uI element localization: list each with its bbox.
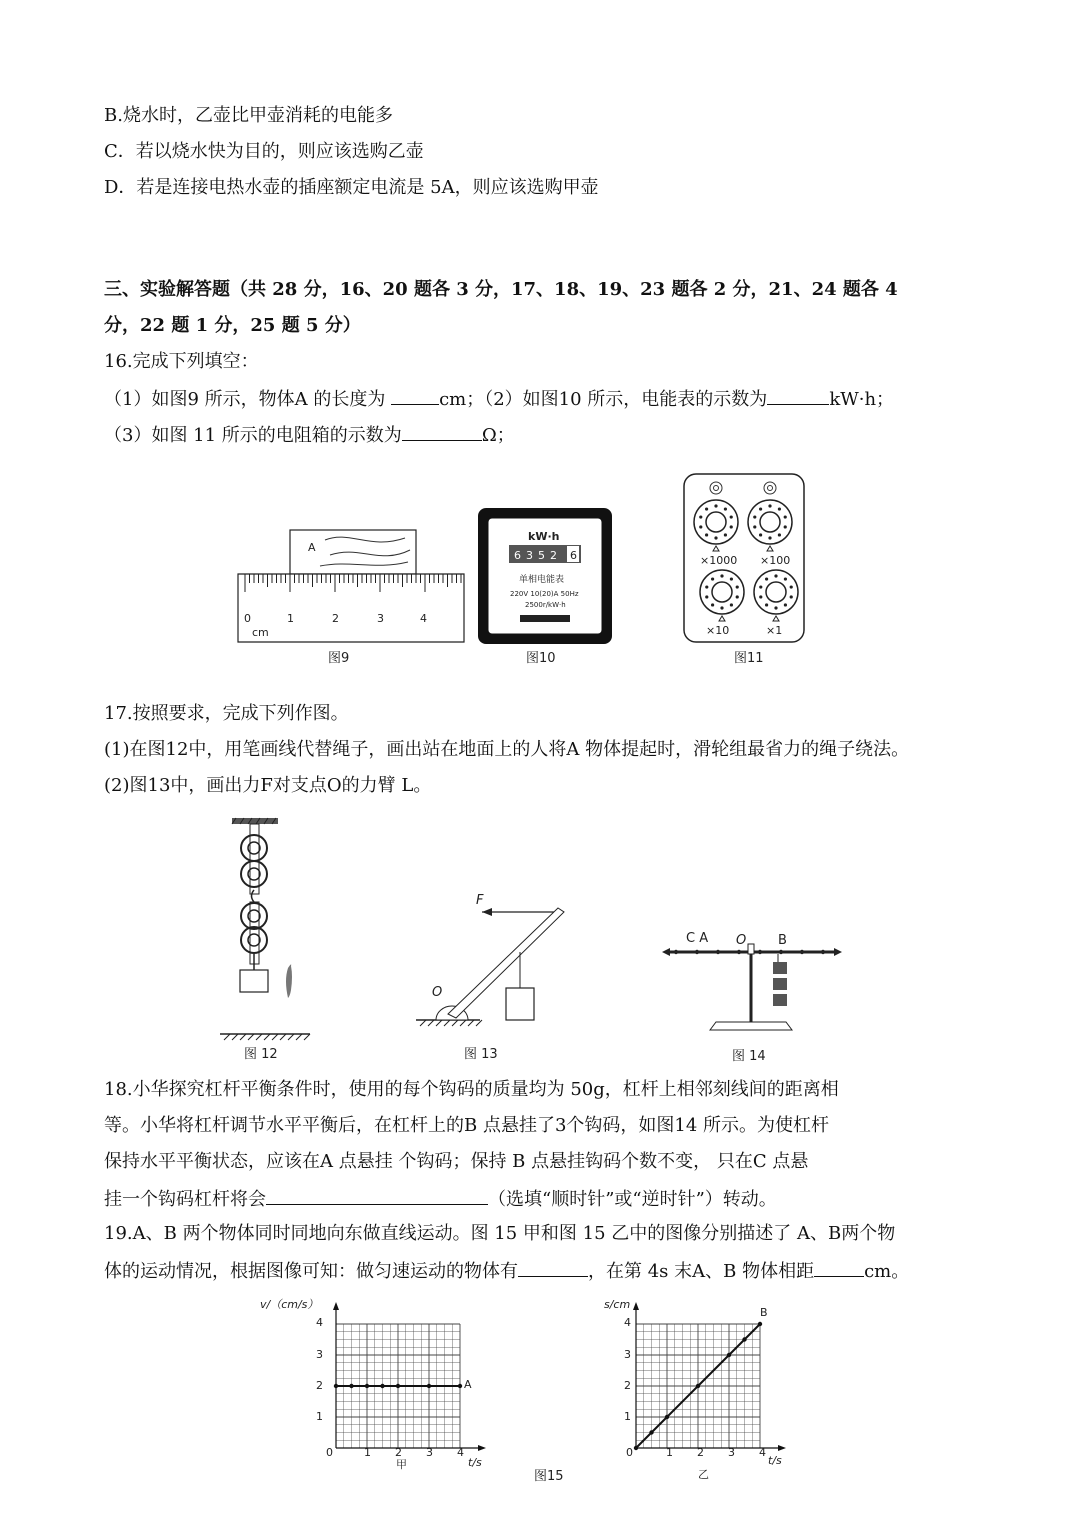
q18-line2: 等。小华将杠杆调节水平平衡后，在杠杆上的B 点悬挂了3个钩码，如图14 所示。为使杠杆 <box>104 1115 830 1136</box>
dial-label-1000: ×1000 <box>700 554 738 567</box>
dial-mark <box>705 533 708 536</box>
dial-mark <box>784 577 787 580</box>
data-point <box>458 1384 462 1388</box>
q16-stem: 16.完成下列填空： <box>104 351 259 372</box>
balance-lever-figure <box>662 931 842 1064</box>
dial-mark <box>784 515 787 518</box>
answer-blank-rotation[interactable] <box>266 1186 488 1205</box>
q18-text-a: 挂一个钩码杠杆将会 <box>104 1189 266 1210</box>
dial-mark <box>778 533 781 536</box>
right-ytick-3: 3 <box>624 1348 631 1361</box>
dial-mark <box>724 533 727 536</box>
data-point <box>649 1430 653 1434</box>
force-label: F <box>476 893 484 908</box>
fig11-caption: 图11 <box>734 651 764 666</box>
right-ytick-2: 2 <box>624 1379 631 1392</box>
graph-a-sub: 甲 <box>396 1458 407 1471</box>
q19-text-b: ，在第 4s 末A、B 物体相距 <box>588 1261 815 1282</box>
lever-notch <box>716 950 720 954</box>
q16-part3 <box>104 422 515 448</box>
ruler-tick-3: 3 <box>377 612 384 625</box>
q16-text-a: （1）如图9 所示，物体A 的长度为 <box>104 389 392 410</box>
graph-b-sub: 乙 <box>698 1468 709 1481</box>
fig9-caption: 图9 <box>328 651 350 666</box>
dial-mark <box>753 525 756 528</box>
fig12-caption: 图 12 <box>244 1047 278 1062</box>
q18-text-b: （选填“顺时针”或“逆时针”）转动。 <box>488 1189 777 1210</box>
lever-notch <box>800 950 804 954</box>
dial-mark <box>714 504 717 507</box>
lever-notch <box>779 950 783 954</box>
data-point <box>727 1353 731 1357</box>
meter-digit-3: 5 <box>538 549 545 562</box>
dial-knob <box>766 582 786 602</box>
left-ytick-1: 1 <box>316 1410 323 1423</box>
q16-text-d: （3）如图 11 所示的电阻箱的示数为 <box>104 425 402 446</box>
data-point <box>696 1384 700 1388</box>
points-ca-label: C A <box>686 931 709 946</box>
hanging-weight <box>506 988 534 1020</box>
dial-mark <box>736 585 739 588</box>
lever-notch <box>758 950 762 954</box>
ruler-tick-2: 2 <box>332 612 339 625</box>
dial-mark <box>705 507 708 510</box>
object-a-box <box>240 970 268 992</box>
lever-notch <box>737 950 741 954</box>
figures-9-10-11 <box>230 470 830 670</box>
dial-mark <box>711 603 714 606</box>
s-axis-label: s/cm <box>604 1298 631 1311</box>
meter-name: 单相电能表 <box>519 575 565 585</box>
right-xtick-1: 1 <box>666 1446 673 1459</box>
dial-mark <box>774 606 777 609</box>
left-ytick-3: 3 <box>316 1348 323 1361</box>
data-point <box>334 1384 338 1388</box>
dial-mark <box>705 585 708 588</box>
left-xtick-1: 1 <box>364 1446 371 1459</box>
meter-digit-5: 6 <box>570 549 577 562</box>
y-axis-arrow <box>333 1302 339 1310</box>
dial-mark <box>720 606 723 609</box>
dial-mark <box>730 577 733 580</box>
lever-force-figure <box>416 893 564 1062</box>
q19-text-c: cm。 <box>864 1261 910 1282</box>
dial-mark <box>790 595 793 598</box>
dial-mark <box>730 603 733 606</box>
point-b-label: B <box>778 933 787 948</box>
q18-line3: 保持水平平衡状态，应该在A 点悬挂 个钩码；保持 B 点悬挂钩码个数不变， 只在C 点悬 <box>104 1151 809 1172</box>
dial-mark <box>778 507 781 510</box>
data-point <box>380 1384 384 1388</box>
right-xtick-0: 0 <box>626 1446 633 1459</box>
dial-label-100: ×100 <box>760 554 791 567</box>
right-ytick-4: 4 <box>624 1316 631 1329</box>
ruler-tick-1: 1 <box>287 612 294 625</box>
figures-12-13-14 <box>210 812 850 1072</box>
data-point <box>349 1384 353 1388</box>
pulley-figure <box>220 818 310 1062</box>
meter-digit-1: 6 <box>514 549 521 562</box>
option-c: C．若以烧水快为目的，则应该选购乙壶 <box>104 141 424 162</box>
answer-blank-meter[interactable] <box>767 386 829 405</box>
q18-line4 <box>104 1186 777 1212</box>
meter-spec2: 2500r/kW·h <box>525 601 566 609</box>
dial-mark <box>759 533 762 536</box>
series-a-label: A <box>464 1378 472 1391</box>
v-axis-label: v/（cm/s） <box>260 1298 319 1311</box>
energy-meter-figure <box>478 508 612 666</box>
dial-knob <box>706 512 726 532</box>
dial-label-1: ×1 <box>766 624 783 637</box>
section-heading-line1: 三、实验解答题（共 28 分，16、20 题各 3 分，17、18、19、23 题各 2 分，21、24 题各 4 <box>104 279 898 300</box>
meter-digit-4: 2 <box>550 549 557 562</box>
data-point <box>634 1446 638 1450</box>
dial-mark <box>714 536 717 539</box>
q16-text-c: kW·h； <box>829 389 895 410</box>
ruler-unit: cm <box>252 626 269 639</box>
section-heading-line2: 分，22 题 1 分，25 题 5 分） <box>104 315 361 336</box>
q19-line2 <box>104 1258 909 1284</box>
object-a-label: A <box>308 541 316 554</box>
dial-mark <box>784 525 787 528</box>
fig14-caption: 图 14 <box>732 1049 766 1064</box>
q16-text-e: Ω； <box>481 425 515 446</box>
resistance-box-figure <box>684 474 804 666</box>
dial-mark <box>774 574 777 577</box>
lever-notch <box>674 950 678 954</box>
answer-blank-uniform[interactable] <box>518 1258 588 1277</box>
t-axis-label-left: t/s <box>468 1456 482 1469</box>
dial-mark <box>720 574 723 577</box>
dial-mark <box>730 515 733 518</box>
figure-15-graphs <box>250 1290 810 1490</box>
distance-time-graph <box>604 1298 786 1481</box>
right-xtick-2: 2 <box>697 1446 704 1459</box>
left-ytick-4: 4 <box>316 1316 323 1329</box>
dial-mark <box>705 595 708 598</box>
dial-mark <box>753 515 756 518</box>
y-axis-arrow <box>633 1302 639 1310</box>
q19-line1: 19.A、B 两个物体同时同地向东做直线运动。图 15 甲和图 15 乙中的图像分别描述了 A、B两个物 <box>104 1223 896 1244</box>
data-point <box>396 1384 400 1388</box>
velocity-time-graph <box>260 1298 486 1471</box>
lever-notch <box>695 950 699 954</box>
hook-weight-2 <box>773 978 787 990</box>
ruler-tick-0: 0 <box>244 612 251 625</box>
dial-mark <box>699 525 702 528</box>
data-point <box>742 1337 746 1341</box>
dial-mark <box>759 595 762 598</box>
fig13-caption: 图 13 <box>464 1047 498 1062</box>
ruler-body <box>238 574 464 642</box>
dial-mark <box>724 507 727 510</box>
left-xtick-2: 2 <box>395 1446 402 1459</box>
option-b: B.烧水时，乙壶比甲壶消耗的电能多 <box>104 105 393 126</box>
dial-mark <box>711 577 714 580</box>
fig10-caption: 图10 <box>526 651 556 666</box>
data-point <box>758 1322 762 1326</box>
meter-spec1: 220V 10(20)A 50Hz <box>510 590 579 598</box>
dial-knob <box>712 582 732 602</box>
answer-blank-distance[interactable] <box>814 1258 864 1277</box>
dial-mark <box>790 585 793 588</box>
meter-digit-2: 3 <box>526 549 533 562</box>
answer-blank-length[interactable] <box>391 386 439 405</box>
left-xtick-3: 3 <box>426 1446 433 1459</box>
dial-mark <box>699 515 702 518</box>
q19-text-a: 体的运动情况，根据图像可知：做匀速运动的物体有 <box>104 1261 518 1282</box>
ruler-tick-4: 4 <box>420 612 427 625</box>
right-xtick-4: 4 <box>759 1446 766 1459</box>
x-axis-arrow <box>778 1445 786 1451</box>
dial-mark <box>736 595 739 598</box>
t-axis-label-right: t/s <box>768 1454 782 1467</box>
hook-weight-1 <box>773 962 787 974</box>
dial-mark <box>765 577 768 580</box>
dial-mark <box>784 603 787 606</box>
dial-label-10: ×10 <box>706 624 730 637</box>
hook-weight-3 <box>773 994 787 1006</box>
q16-part1 <box>104 386 894 412</box>
right-xtick-3: 3 <box>728 1446 735 1459</box>
lever-notch <box>821 950 825 954</box>
ruler-figure <box>238 530 464 666</box>
dial-knob <box>760 512 780 532</box>
person-silhouette <box>286 964 292 998</box>
left-xtick-0: 0 <box>326 1446 333 1459</box>
dial-mark <box>768 536 771 539</box>
meter-unit: kW·h <box>528 530 560 543</box>
dial-mark <box>768 504 771 507</box>
data-point <box>665 1415 669 1419</box>
q16-text-b: cm；（2）如图10 所示，电能表的示数为 <box>439 389 768 410</box>
data-point <box>365 1384 369 1388</box>
x-axis-arrow <box>478 1445 486 1451</box>
data-point <box>427 1384 431 1388</box>
option-d: D．若是连接电热水壶的插座额定电流是 5A，则应该选购甲壶 <box>104 177 599 198</box>
series-b-label: B <box>760 1306 768 1319</box>
q18-line1: 18.小华探究杠杆平衡条件时，使用的每个钩码的质量均为 50g，杠杆上相邻刻线间的距离相 <box>104 1079 839 1100</box>
q17-stem: 17.按照要求，完成下列作图。 <box>104 703 349 724</box>
dial-mark <box>730 525 733 528</box>
q17-part1: (1)在图12中，用笔画线代替绳子，画出站在地面上的人将A 物体提起时，滑轮组最省力的绳子绕法。 <box>104 739 910 760</box>
left-ytick-2: 2 <box>316 1379 323 1392</box>
fulcrum-label: O <box>432 985 443 1000</box>
right-ytick-1: 1 <box>624 1410 631 1423</box>
answer-blank-resistance[interactable] <box>402 422 482 441</box>
q17-part2: (2)图13中，画出力F对支点O的力臂 L。 <box>104 775 432 796</box>
pivot-o-label: O <box>736 933 747 948</box>
dial-mark <box>765 603 768 606</box>
dial-mark <box>759 507 762 510</box>
left-xtick-4: 4 <box>457 1446 464 1459</box>
fig15-caption: 图15 <box>534 1469 564 1484</box>
dial-mark <box>759 585 762 588</box>
